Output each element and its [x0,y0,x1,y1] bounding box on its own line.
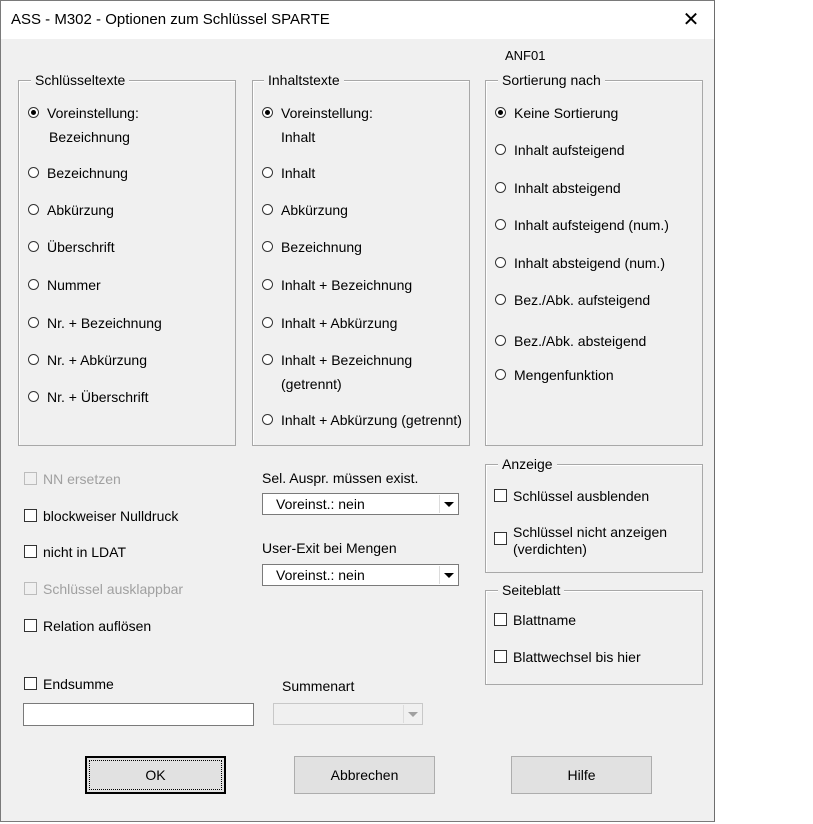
group-anzeige [485,456,703,573]
radio-icon [495,294,506,305]
checkbox-label: Schlüssel ausblenden [513,488,650,504]
checkbox-label: Schlüssel ausklappbar [43,581,184,597]
ok-button[interactable] [85,756,226,794]
chevron-down-icon[interactable] [439,566,457,584]
checkbox-icon [24,677,37,690]
form-code: ANF01 [505,48,546,63]
radio-label: Inhalt [281,165,316,181]
select-value: Voreinst.: nein [276,496,365,512]
radio-label-2: Inhalt [281,129,316,145]
checkbox-label: nicht in LDAT [43,544,126,560]
radio-label: Inhalt + Abkürzung [281,315,398,331]
close-icon[interactable]: ✕ [682,9,700,31]
radio-icon [28,204,39,215]
checkbox-label: Schlüssel nicht anzeigen [513,524,668,540]
group-title: Anzeige [498,456,557,472]
radio-label: Bezeichnung [281,239,362,255]
checkbox-icon [494,532,507,545]
radio-label: Inhalt aufsteigend [514,142,625,158]
button-label: Hilfe [567,767,596,783]
group-seiteblatt [485,582,703,685]
radio-icon [262,317,273,328]
group-title: Seiteblatt [498,582,564,598]
checkbox-label: NN ersetzen [43,471,121,487]
user-exit-select[interactable] [262,564,459,586]
radio-label-2: (getrennt) [281,376,342,392]
radio-icon [495,107,506,118]
radio-label: Keine Sortierung [514,105,619,121]
summenart-select[interactable] [273,703,423,725]
radio-label: Bez./Abk. absteigend [514,333,647,349]
checkbox-icon [494,650,507,663]
chevron-down-icon[interactable] [439,495,457,513]
checkbox-icon [24,619,37,632]
window-title: ASS - M302 - Optionen zum Schlüssel SPARTE [11,11,330,28]
radio-label: Inhalt + Abkürzung (getrennt) [281,412,462,428]
title-bar [1,1,714,39]
sel-auspr-label: Sel. Auspr. müssen exist. [262,470,419,486]
radio-label: Nr. + Abkürzung [47,352,148,368]
radio-icon [495,144,506,155]
checkbox-icon [24,472,37,485]
group-schluesseltexte [18,72,236,446]
select-value: Voreinst.: nein [276,567,365,583]
group-title: Schlüsseltexte [31,72,129,88]
radio-label-2: Bezeichnung [49,129,130,145]
radio-label: Überschrift [47,239,115,255]
radio-icon [28,241,39,252]
radio-label: Mengenfunktion [514,367,614,383]
radio-label: Voreinstellung: [281,105,373,121]
group-inhaltstexte [252,72,470,446]
radio-icon [495,182,506,193]
radio-label: Nr. + Überschrift [47,389,149,405]
radio-label: Nr. + Bezeichnung [47,315,162,331]
group-title: Inhaltstexte [264,72,344,88]
sel-auspr-select[interactable] [262,493,459,515]
radio-icon [495,219,506,230]
radio-label: Inhalt absteigend [514,180,621,196]
radio-icon [28,167,39,178]
radio-label: Bezeichnung [47,165,128,181]
button-label: OK [145,767,166,783]
checkbox-icon [494,489,507,502]
checkbox-icon [24,545,37,558]
group-title: Sortierung nach [498,72,605,88]
endsumme-input[interactable] [23,703,254,726]
radio-label: Abkürzung [281,202,348,218]
radio-icon [28,279,39,290]
group-sortierung [485,72,703,446]
summenart-label: Summenart [282,678,355,694]
radio-icon [28,354,39,365]
radio-icon [28,107,39,118]
radio-label: Inhalt aufsteigend (num.) [514,217,669,233]
radio-icon [495,369,506,380]
radio-icon [262,414,273,425]
radio-icon [262,241,273,252]
cancel-button[interactable] [294,756,435,794]
radio-label: Inhalt absteigend (num.) [514,255,665,271]
radio-icon [28,317,39,328]
button-label: Abbrechen [330,767,399,783]
radio-icon [28,391,39,402]
radio-label: Voreinstellung: [47,105,139,121]
user-exit-label: User-Exit bei Mengen [262,540,397,556]
radio-label: Nummer [47,277,101,293]
checkbox-label: Blattwechsel bis hier [513,649,641,665]
checkbox-label: Endsumme [43,676,114,692]
radio-icon [262,204,273,215]
checkbox-label: Relation auflösen [43,618,152,634]
radio-icon [495,257,506,268]
radio-icon [262,279,273,290]
radio-icon [262,354,273,365]
checkbox-label-2: (verdichten) [513,541,587,557]
radio-label: Inhalt + Bezeichnung [281,352,413,368]
chevron-down-icon[interactable] [403,705,421,723]
radio-label: Abkürzung [47,202,114,218]
radio-icon [262,107,273,118]
help-button[interactable] [511,756,652,794]
checkbox-icon [24,509,37,522]
checkbox-label: blockweiser Nulldruck [43,508,179,524]
checkbox-label: Blattname [513,612,577,628]
checkbox-icon [494,613,507,626]
radio-icon [262,167,273,178]
radio-label: Bez./Abk. aufsteigend [514,292,651,308]
radio-icon [495,335,506,346]
checkbox-icon [24,582,37,595]
radio-label: Inhalt + Bezeichnung [281,277,413,293]
